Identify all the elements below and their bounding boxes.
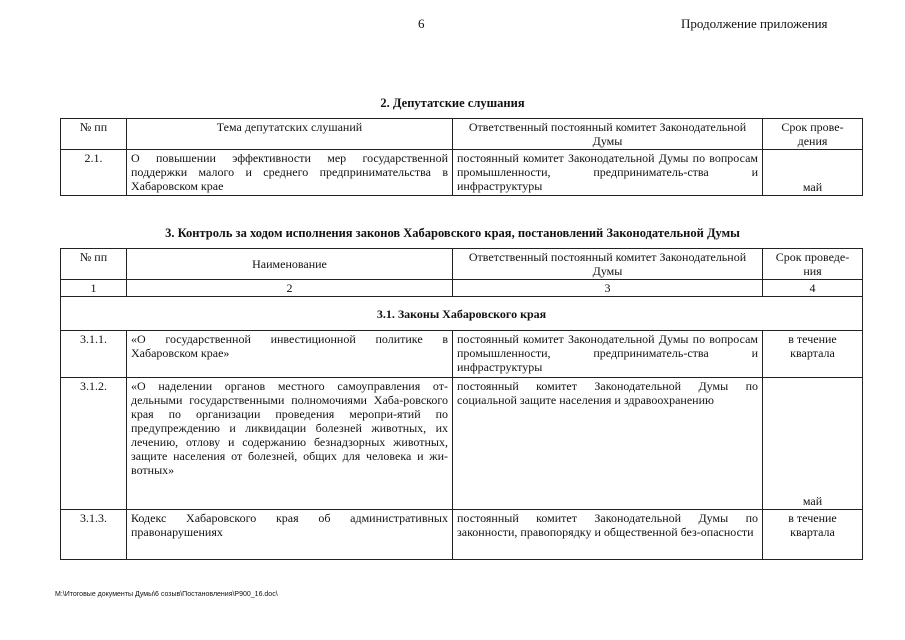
row-num: 3.1.3. [61,510,127,560]
col-header-committee: Ответственный постоянный комитет Законодательной Думы [453,119,763,150]
file-path-footer: M:\Итоговые документы Думы\6 созыв\Постановления\P900_16.doc\ [55,591,278,598]
col-number-3: 3 [453,280,763,297]
table-row [61,510,863,560]
row-committee: постоянный комитет Законодательной Думы по вопросам промышленности, предприниматель-ства и инфраструктуры [453,150,763,196]
row-committee: постоянный комитет Законодательной Думы по вопросам промышленности, предприниматель-ства и инфраструктуры [453,331,763,378]
column-numbers-row [61,280,863,297]
col-header-term: Срок проведе-ния [763,249,863,280]
col-number-1: 1 [61,280,127,297]
row-name: «О наделении органов местного самоуправления от-дельными государственными полномочиями Хаба-ровского края по организации проведения меропри-ятий по предупреждению и ликвидации болезней животных, их лечению, отлову и содержанию безнадзорных животных, защите населения от болезней, общих для человека и жи-вотных» [127,378,453,510]
row-name: Кодекс Хабаровского края об административных правонарушениях [127,510,453,560]
continuation-label: Продолжение приложения [681,16,828,31]
table-header-row [61,249,863,280]
row-name: «О государственной инвестиционной политике в Хабаровском крае» [127,331,453,378]
subsection-title: 3.1. Законы Хабаровского края [61,297,863,331]
hearings-table [60,118,863,196]
row-term: в течение квартала [763,510,863,560]
col-header-topic: Тема депутатских слушаний [127,119,453,150]
col-header-num: № пп [61,119,127,150]
table-row [61,378,863,510]
subsection-row [61,297,863,331]
table-row [61,331,863,378]
col-number-2: 2 [127,280,453,297]
row-term: май [763,378,863,510]
section-2-title: 2. Депутатские слушания [380,96,525,110]
col-header-committee: Ответственный постоянный комитет Законодательной Думы [453,249,763,280]
row-committee: постоянный комитет Законодательной Думы по законности, правопорядку и общественной без-опасности [453,510,763,560]
control-table [60,248,863,560]
page-number: 6 [418,16,425,31]
row-committee: постоянный комитет Законодательной Думы по социальной защите населения и здравоохранению [453,378,763,510]
col-header-num: № пп [61,249,127,280]
row-num: 2.1. [61,150,127,196]
table-row [61,150,863,196]
col-header-name: Наименование [127,249,453,280]
table-header-row [61,119,863,150]
row-num: 3.1.1. [61,331,127,378]
col-header-term: Срок прове-дения [763,119,863,150]
col-number-4: 4 [763,280,863,297]
row-topic: О повышении эффективности мер государственной поддержки малого и среднего предпринимательства в Хабаровском крае [127,150,453,196]
section-3-title: 3. Контроль за ходом исполнения законов Хабаровского края, постановлений Законодательной Думы [165,226,740,240]
row-num: 3.1.2. [61,378,127,510]
row-term: май [763,150,863,196]
row-term: в течение квартала [763,331,863,378]
